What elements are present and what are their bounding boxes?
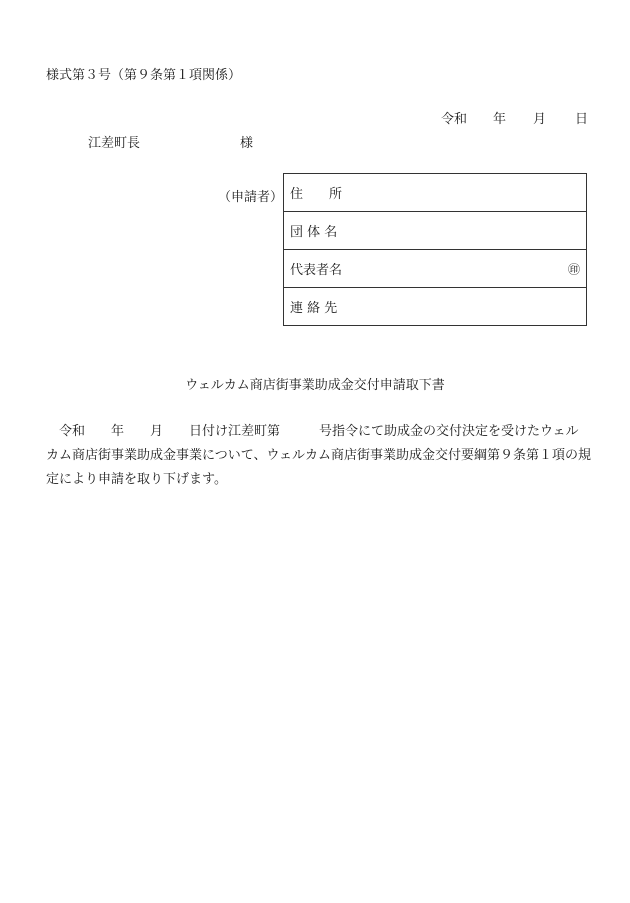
addressee-honorific: 様 bbox=[240, 136, 254, 151]
date-line bbox=[441, 108, 588, 127]
date-year: 年 bbox=[493, 112, 507, 127]
applicant-row-contact bbox=[284, 288, 587, 326]
applicant-row-representative bbox=[284, 250, 587, 288]
body-line: 令和 年 月 日付け江差町第 号指令にて助成金の交付決定を受けたウェル bbox=[46, 424, 579, 439]
representative-label: 代表者名 bbox=[290, 263, 343, 278]
contact-label: 連 絡 先 bbox=[290, 301, 338, 316]
representative-field[interactable] bbox=[284, 250, 587, 288]
applicant-row-address bbox=[284, 174, 587, 212]
document-body bbox=[46, 420, 591, 492]
organization-label: 団 体 名 bbox=[290, 225, 338, 240]
applicant-row-organization bbox=[284, 212, 587, 250]
contact-field[interactable] bbox=[284, 288, 587, 326]
date-era: 令和 bbox=[441, 112, 468, 127]
form-number: 様式第３号（第９条第１項関係） bbox=[46, 68, 242, 83]
addressee: 江差町長 bbox=[88, 136, 141, 151]
body-line: カム商店街事業助成金事業について、ウェルカム商店街事業助成金交付要綱第９条第１項の規 bbox=[46, 448, 591, 463]
date-month: 月 bbox=[533, 112, 547, 127]
applicant-table bbox=[283, 173, 587, 326]
organization-field[interactable] bbox=[284, 212, 587, 250]
document-title: ウェルカム商店街事業助成金交付申請取下書 bbox=[185, 378, 445, 393]
date-day: 日 bbox=[575, 112, 589, 127]
body-line: 定により申請を取り下げます。 bbox=[46, 472, 227, 487]
seal-mark: ㊞ bbox=[567, 262, 580, 276]
applicant-label: （申請者） bbox=[218, 190, 284, 205]
address-field[interactable] bbox=[284, 174, 587, 212]
address-label: 住 所 bbox=[290, 187, 343, 202]
